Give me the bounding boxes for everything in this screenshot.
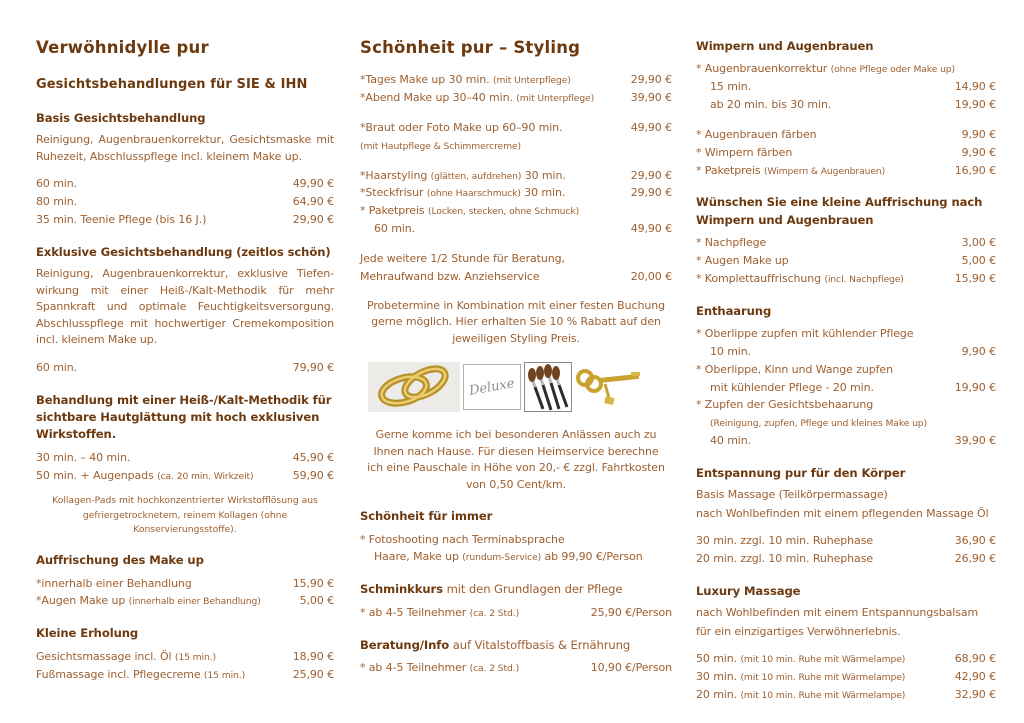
price-row <box>696 162 996 180</box>
label-text: Wimpern und Augenbrauen <box>696 39 874 53</box>
item-label <box>360 202 672 220</box>
label-text: 60 min. <box>374 222 416 236</box>
label-small: (ca. 2 Std.) <box>469 607 520 619</box>
item-label <box>36 193 287 211</box>
price-row <box>696 650 996 668</box>
item-price: 19,90 € <box>954 98 996 112</box>
item-price: 29,90 € <box>630 73 672 86</box>
label-text: Enthaarung <box>696 303 772 318</box>
label-text: 30 min. <box>696 670 741 684</box>
item-label <box>696 126 956 144</box>
label-text: * ab 4-5 Teilnehmer <box>360 605 470 619</box>
section-heading <box>696 194 996 229</box>
price-row <box>696 686 996 704</box>
item-price: 9,90 € <box>961 344 996 358</box>
label-text: *innerhalb einer Behandlung <box>36 576 192 590</box>
label-text: mit den Grundlagen der Pflege <box>442 582 623 597</box>
price-row <box>696 414 996 432</box>
price-row <box>360 137 672 155</box>
gold-rings-photo <box>368 362 460 412</box>
label-text: *Steckfrisur <box>360 186 427 200</box>
label-text: * Wimpern färben <box>696 145 793 159</box>
paragraph: nach Wohlbefinden mit einem pflegenden Massage Öl <box>696 506 989 520</box>
label-text: 60 min. <box>36 360 78 374</box>
item-label <box>36 211 287 229</box>
item-price: 5,00 € <box>961 254 996 268</box>
item-label <box>696 686 949 704</box>
item-price: 64,90 € <box>292 195 334 209</box>
price-row <box>696 126 996 144</box>
paragraph: Reinigung, Augenbrauenkorrektur, Gesichtsmaske mit Ruhezeit, Abschlusspflege incl. kleinem Make up. <box>36 133 334 163</box>
price-group <box>36 449 334 485</box>
price-row <box>360 119 672 137</box>
item-label <box>696 144 956 162</box>
makeup-brushes-photo <box>524 362 572 412</box>
item-label <box>696 550 949 568</box>
price-row <box>696 532 996 550</box>
gold-key-photo <box>575 364 643 410</box>
price-group <box>360 250 672 286</box>
label-text: Basis Gesichtsbehandlung <box>36 111 206 125</box>
price-row <box>360 268 672 286</box>
price-row <box>36 359 334 377</box>
item-label <box>36 467 287 485</box>
item-price: 20,00 € <box>630 269 672 283</box>
item-label <box>696 252 956 270</box>
label-small: (incl. Nachpflege) <box>824 273 904 285</box>
label-small: (ohne Pflege oder Make up) <box>830 64 956 76</box>
paragraph: Probetermine in Kombination mit einer festen Buchung gerne möglich. Hier erhalten Sie 10 % Rabatt auf den jeweiligen Styling Preis. <box>367 298 665 345</box>
label-text: Wünschen Sie eine kleine Auffrischung nach Wimpern und Augenbrauen <box>696 195 983 227</box>
price-group <box>696 126 996 180</box>
label-small: (15 min.) <box>203 669 246 681</box>
label-text: Schminkkurs <box>360 582 443 597</box>
item-label <box>696 234 956 252</box>
label-small: (mit Hautpflege & Schimmercreme) <box>360 140 521 152</box>
item-price: 5,00 € <box>299 594 334 608</box>
item-price: 32,90 € <box>954 688 996 702</box>
label-text: auf Vitalstoffbasis & Ernährung <box>449 637 631 652</box>
label-small: (ca. 20 min. Wirkzeit) <box>157 470 254 482</box>
item-price: 19,90 € <box>954 380 996 394</box>
footnote: Kollagen-Pads mit hochkonzentrierter Wirkstofflösung aus gefriergetrocknetem, reinem Kollagen (ohne Konservierungsstoffe). <box>52 495 318 535</box>
price-group <box>36 575 334 611</box>
item-label <box>360 71 625 89</box>
item-price: 16,90 € <box>954 163 996 177</box>
paragraph: nach Wohlbefinden mit einem Entspannungsbalsam <box>696 606 979 620</box>
price-row <box>696 60 996 78</box>
label-text: Jede weitere 1/2 Stunde für Beratung, <box>360 252 565 266</box>
item-price: 10,90 €/Person <box>590 660 672 674</box>
item-label <box>710 96 949 114</box>
label-text: Mehraufwand bzw. Anziehservice <box>360 269 540 283</box>
label-small: (Reinigung, zupfen, Pflege und kleines Make up) <box>710 418 928 430</box>
item-label <box>36 648 287 666</box>
label-text: * Oberlippe zupfen mit kühlender Pflege <box>696 327 914 341</box>
item-label <box>36 666 287 684</box>
label-text: 15 min. <box>710 80 752 94</box>
paragraph: Basis Massage (Teilkörpermassage) <box>696 488 888 502</box>
label-text: * Paketpreis <box>696 163 764 177</box>
price-row <box>36 648 334 666</box>
item-label <box>696 60 996 78</box>
item-label <box>710 432 949 450</box>
label-text: 30 min. <box>521 168 566 182</box>
label-text: Entspannung pur für den Körper <box>696 465 906 480</box>
item-label <box>360 268 625 286</box>
item-price: 3,00 € <box>961 236 996 250</box>
item-price: 49,90 € <box>630 120 672 134</box>
item-price: 9,90 € <box>961 127 996 141</box>
price-row <box>36 211 334 229</box>
label-small: (ca. 2 Std.) <box>469 662 520 674</box>
label-text: *Abend Make up 30–40 min. <box>360 90 517 104</box>
item-label <box>696 162 949 180</box>
price-row <box>360 659 672 677</box>
photo-strip <box>368 359 672 415</box>
label-text: 40 min. <box>710 434 752 448</box>
price-row <box>360 184 672 202</box>
item-price: 25,90 €/Person <box>590 605 672 619</box>
item-label <box>374 220 625 238</box>
price-row <box>360 220 672 238</box>
price-row <box>696 432 996 450</box>
section-heading <box>360 581 672 598</box>
item-label <box>696 361 996 379</box>
label-text: 50 min. <box>696 652 741 666</box>
item-label <box>360 250 672 268</box>
label-text: *Augen Make up <box>36 594 129 608</box>
price-group <box>696 325 996 450</box>
price-row <box>360 71 672 89</box>
column-left <box>36 34 334 683</box>
paragraph: für ein einzigartiges Verwöhnerlebnis. <box>696 624 901 638</box>
item-price: 15,90 € <box>292 576 334 590</box>
label-text: *Haarstyling <box>360 168 431 182</box>
item-label <box>360 184 625 202</box>
price-group <box>360 659 672 677</box>
label-text: Gesichtsmassage incl. Öl <box>36 649 175 663</box>
section-heading <box>36 244 334 261</box>
label-text: 20 min. zzgl. 10 min. Ruhephase <box>696 552 873 566</box>
label-text: * Nachpflege <box>696 236 767 250</box>
item-price: 49,90 € <box>630 222 672 236</box>
price-group <box>360 71 672 107</box>
item-price: 15,90 € <box>954 271 996 285</box>
price-row <box>36 666 334 684</box>
item-price: 26,90 € <box>954 552 996 566</box>
price-row <box>360 250 672 268</box>
price-group <box>696 532 996 568</box>
label-text: * Komplettauffrischung <box>696 271 825 285</box>
price-row <box>696 668 996 686</box>
item-label <box>360 137 672 155</box>
label-text: 30 min. – 40 min. <box>36 450 131 464</box>
price-group <box>696 60 996 114</box>
item-price: 14,90 € <box>954 80 996 94</box>
item-label <box>696 396 996 414</box>
label-text: Kleine Erholung <box>36 626 139 641</box>
label-small: (rundum-Service) <box>462 552 542 564</box>
label-text: 50 min. + Augenpads <box>36 468 158 482</box>
paragraph: Gerne komme ich bei besonderen Anlässen auch zu Ihnen nach Hause. Für diesen Heimservice berechne ich eine Pauschale in Höhe von 20,- € zzgl. Fahrtkosten von 0,50 Cent/km. <box>367 428 665 491</box>
label-small: (Wimpern & Augenbrauen) <box>763 165 886 177</box>
column-right <box>696 30 996 704</box>
price-row <box>36 592 334 610</box>
item-label <box>710 78 949 96</box>
label-small: (innerhalb einer Behandlung) <box>128 596 261 608</box>
label-text: mit kühlender Pflege - 20 min. <box>710 380 874 394</box>
label-text: * ab 4-5 Teilnehmer <box>360 660 470 674</box>
price-row <box>696 550 996 568</box>
label-text: 80 min. <box>36 195 78 209</box>
label-text: 10 min. <box>710 344 752 358</box>
price-group <box>360 604 672 622</box>
price-row <box>696 96 996 114</box>
price-row <box>696 343 996 361</box>
label-text: *Tages Make up 30 min. <box>360 73 493 86</box>
label-text: * Fotoshooting nach Terminabsprache <box>360 532 565 546</box>
price-group <box>36 359 334 377</box>
section-heading <box>360 508 672 525</box>
label-text: Auffrischung des Make up <box>36 553 204 568</box>
item-price: 68,90 € <box>954 652 996 666</box>
item-label <box>696 532 949 550</box>
label-text: 60 min. <box>36 177 78 191</box>
item-label <box>374 548 672 566</box>
label-text: Haare, Make up <box>374 550 463 564</box>
item-label <box>36 449 287 467</box>
item-price: 49,90 € <box>292 177 334 191</box>
label-text: * Augen Make up <box>696 254 789 268</box>
section-heading <box>696 465 996 482</box>
column-title: Verwöhnidylle pur <box>36 38 209 57</box>
item-label <box>710 343 956 361</box>
deluxe-text: Deluxe <box>468 375 516 399</box>
label-small: (Locken, stecken, ohne Schmuck) <box>427 206 580 218</box>
label-text: * Augenbrauen färben <box>696 127 817 141</box>
section-heading <box>36 625 334 642</box>
section-heading <box>696 583 996 600</box>
price-row <box>360 531 672 549</box>
item-price: 39,90 € <box>630 90 672 104</box>
label-small: (mit Unterpflege) <box>516 92 595 104</box>
price-group <box>360 531 672 567</box>
item-label <box>360 119 625 137</box>
label-text: 30 min. <box>520 186 566 200</box>
label-text: Luxury Massage <box>696 583 801 598</box>
item-price: 18,90 € <box>292 649 334 663</box>
label-small: (mit 10 min. Ruhe mit Wärmelampe) <box>740 672 906 684</box>
section-heading <box>696 38 996 55</box>
price-row <box>36 175 334 193</box>
item-price: 42,90 € <box>954 670 996 684</box>
label-text: Schönheit für immer <box>360 509 493 524</box>
label-text: Behandlung mit einer Heiß-/Kalt-Methodik für sichtbare Hautglättung mit hoch exklusiven Wirkstoffen. <box>36 392 332 442</box>
item-price: 79,90 € <box>292 360 334 374</box>
paragraph: Reinigung, Augenbrauenkorrektur, exklusive Tiefen-wirkung mit einer Heiß-/Kalt-Methodik für mehr Spannkraft und optimale Feuchtigkeitsversorgung. Abschlusspflege mit hochwertiger Cremekomposition incl. kleinem Make up. <box>36 267 334 347</box>
price-row <box>36 575 334 593</box>
item-label <box>36 175 287 193</box>
item-label <box>696 668 949 686</box>
item-price: 36,90 € <box>954 534 996 548</box>
section-heading <box>696 303 996 320</box>
item-label <box>360 167 625 185</box>
label-small: (15 min.) <box>174 651 217 663</box>
label-text: ab 20 min. bis 30 min. <box>710 98 832 112</box>
price-group <box>36 175 334 228</box>
item-label <box>36 359 287 377</box>
label-text: 35 min. Teenie Pflege (bis 16 J.) <box>36 213 207 227</box>
price-row <box>696 234 996 252</box>
item-price: 59,90 € <box>292 468 334 482</box>
price-row <box>696 252 996 270</box>
item-price: 9,90 € <box>961 145 996 159</box>
price-row <box>36 467 334 485</box>
section-heading <box>36 110 334 127</box>
price-row <box>36 449 334 467</box>
label-text: ab 99,90 €/Person <box>541 550 643 564</box>
section-heading <box>36 392 334 444</box>
price-row <box>36 193 334 211</box>
price-row <box>360 604 672 622</box>
price-group <box>36 648 334 684</box>
label-text: Fußmassage incl. Pflegecreme <box>36 667 204 681</box>
label-text: Exklusive Gesichtsbehandlung (zeitlos schön) <box>36 244 331 259</box>
price-group <box>360 167 672 239</box>
label-small: (mit Unterpflege) <box>492 75 571 86</box>
item-label <box>696 325 996 343</box>
item-label <box>696 650 949 668</box>
price-row <box>696 379 996 397</box>
section-heading <box>360 637 672 654</box>
column-subtitle: Gesichtsbehandlungen für SIE & IHN <box>36 77 308 92</box>
item-price: 45,90 € <box>292 450 334 464</box>
item-label <box>36 575 287 593</box>
deluxe-script <box>463 364 521 410</box>
price-group <box>360 119 672 155</box>
label-text: 20 min. <box>696 688 741 702</box>
column-title: Schönheit pur – Styling <box>360 38 581 57</box>
label-text: *Braut oder Foto Make up 60–90 min. <box>360 120 563 134</box>
label-text: 30 min. zzgl. 10 min. Ruhephase <box>696 534 873 548</box>
item-price: 25,90 € <box>292 667 334 681</box>
price-row <box>696 78 996 96</box>
label-text: * Paketpreis <box>360 204 428 218</box>
item-price: 29,90 € <box>630 186 672 200</box>
label-text: * Oberlippe, Kinn und Wange zupfen <box>696 362 893 376</box>
item-label <box>710 379 949 397</box>
price-row <box>696 361 996 379</box>
label-text: * Augenbrauenkorrektur <box>696 62 831 76</box>
label-small: (glätten, aufdrehen) <box>430 170 522 182</box>
item-label <box>360 604 585 622</box>
price-row <box>360 202 672 220</box>
price-group <box>696 234 996 288</box>
label-text: Beratung/Info <box>360 637 450 652</box>
item-label <box>360 531 672 549</box>
label-small: (ohne Haarschmuck) <box>426 188 521 200</box>
price-row <box>696 396 996 414</box>
price-row <box>360 548 672 566</box>
price-row <box>360 89 672 107</box>
label-small: (mit 10 min. Ruhe mit Wärmelampe) <box>740 690 906 702</box>
item-price: 39,90 € <box>954 434 996 448</box>
item-label <box>36 592 294 610</box>
column-middle <box>360 34 672 677</box>
price-row <box>696 325 996 343</box>
label-text: * Zupfen der Gesichtsbehaarung <box>696 398 874 412</box>
item-price: 29,90 € <box>630 168 672 182</box>
item-label <box>360 89 625 107</box>
item-label <box>360 659 585 677</box>
price-row <box>696 270 996 288</box>
label-small: (mit 10 min. Ruhe mit Wärmelampe) <box>740 654 906 666</box>
price-row <box>360 167 672 185</box>
price-group <box>696 650 996 704</box>
item-label <box>710 414 996 432</box>
section-heading <box>36 552 334 569</box>
price-row <box>696 144 996 162</box>
item-label <box>696 270 949 288</box>
item-price: 29,90 € <box>292 213 334 227</box>
